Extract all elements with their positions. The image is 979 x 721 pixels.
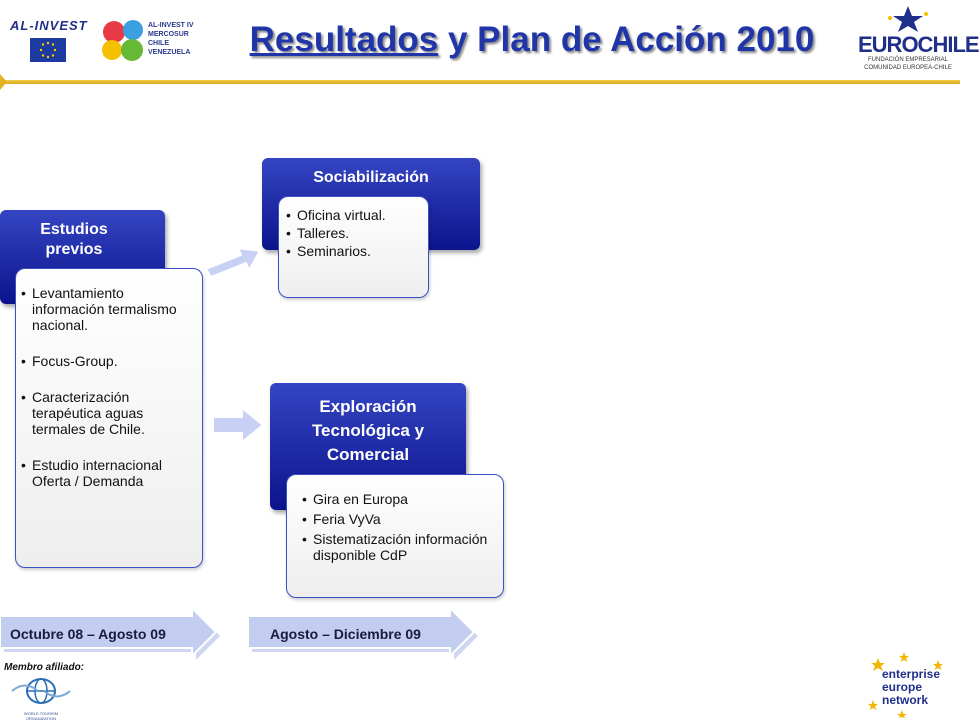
wto-logo <box>10 676 80 720</box>
exploracion-item-1: • Gira en Europa <box>297 491 499 507</box>
al-invest-iv-logo <box>100 18 210 66</box>
globe-icon <box>10 676 72 706</box>
al-invest-iv-line4: VENEZUELA <box>148 49 191 56</box>
een-logo <box>868 650 956 718</box>
exploracion-list <box>286 474 504 598</box>
sociabilizacion-item-1: • Oficina virtual. <box>281 207 428 223</box>
al-invest-iv-line3: CHILE <box>148 40 169 47</box>
estudios-item-2: • Focus-Group. <box>16 353 196 369</box>
een-line2: europe <box>882 680 923 694</box>
eurochile-name: EUROCHILE <box>858 32 979 57</box>
stars-icon <box>878 4 938 34</box>
exploracion-item-3: • Sistematización información disponible CdP <box>297 531 499 563</box>
header-divider-marker <box>0 74 7 90</box>
een-line1: enterprise <box>882 667 941 681</box>
timeline-label-2: Agosto – Diciembre 09 <box>270 626 421 642</box>
header-divider <box>0 80 960 84</box>
sociabilizacion-title: Sociabilización <box>313 169 429 186</box>
sociabilizacion-item-2: • Talleres. <box>281 225 428 241</box>
estudios-list <box>15 268 203 568</box>
een-line3: network <box>882 693 929 707</box>
al-invest-iv-line2: MERCOSUR <box>148 31 189 38</box>
sociabilizacion-item-3: • Seminarios. <box>281 243 428 259</box>
al-invest-iv-line1: AL-INVEST IV <box>148 22 194 29</box>
timeline-label-1: Octubre 08 – Agosto 09 <box>10 626 166 642</box>
al-invest-wordmark: AL-INVEST <box>10 18 88 33</box>
colored-circles-icon <box>100 18 148 64</box>
eurochile-logo <box>858 4 979 76</box>
page-title <box>222 20 842 60</box>
wto-text: WORLD TOURISM ORGANIZATION <box>23 711 59 721</box>
eurochile-sub2: COMUNIDAD EUROPEA-CHILE <box>864 65 952 71</box>
al-invest-logo <box>10 18 98 64</box>
arrow-to-exploracion-icon <box>210 405 266 445</box>
member-label: Membro afiliado: <box>4 662 85 673</box>
estudios-item-4: • Estudio internacional Oferta / Demanda <box>16 457 196 489</box>
estudios-title: Estudios previos <box>40 221 108 258</box>
eurochile-sub1: FUNDACIÓN EMPRESARIAL <box>867 57 948 63</box>
exploracion-title: Exploración Tecnológica y Comercial <box>311 397 425 464</box>
arrow-to-sociabilizacion-icon <box>203 238 265 288</box>
estudios-item-3: • Caracterización terapéutica aguas termales de Chile. <box>16 389 196 437</box>
page-title-part1: Resultados <box>249 20 439 59</box>
sociabilizacion-list <box>278 196 429 298</box>
exploracion-item-2: • Feria VyVa <box>297 511 499 527</box>
estudios-item-1: • Levantamiento información termalismo nacional. <box>16 285 196 333</box>
eu-flag-icon <box>30 38 66 62</box>
page-title-part2: y Plan de Acción 2010 <box>438 20 815 59</box>
